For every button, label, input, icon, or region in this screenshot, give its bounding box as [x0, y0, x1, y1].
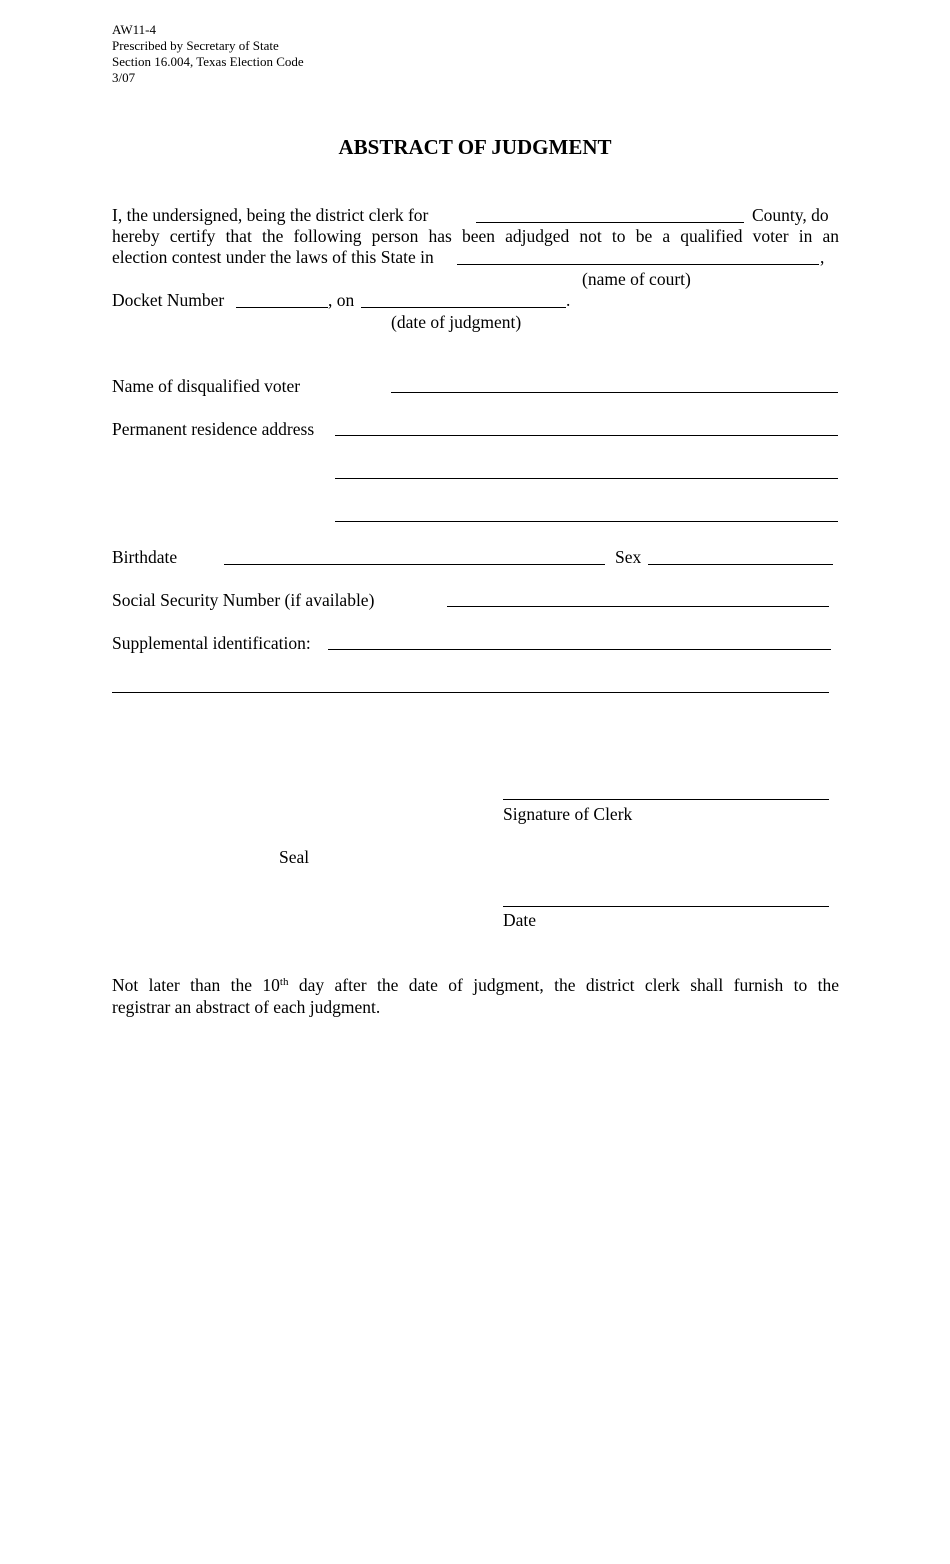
court-caption: (name of court) [582, 269, 691, 289]
ordinal-suffix: th [279, 976, 289, 988]
birthdate-label: Birthdate [112, 547, 178, 567]
address-line2-field[interactable] [335, 478, 838, 479]
cert-line2: hereby certify that the following person has been adjudged not to be a qualified voter in an [112, 226, 839, 246]
footer-line1-end: day after the date of judgment, the district clerk shall furnish to the [298, 975, 839, 995]
supplemental-id-line2-field[interactable] [112, 692, 829, 693]
docket-label: Docket Number [112, 290, 225, 310]
clerk-signature-field[interactable] [503, 799, 829, 800]
form-id: AW11-4 [112, 22, 156, 37]
seal-label: Seal [279, 847, 310, 867]
form-revision-date: 3/07 [112, 70, 136, 85]
birthdate-field[interactable] [224, 564, 605, 565]
page-title: ABSTRACT OF JUDGMENT [338, 135, 612, 159]
county-name-field[interactable] [476, 222, 744, 223]
address-line1-field[interactable] [335, 435, 838, 436]
judgment-date-field[interactable] [361, 307, 566, 308]
signature-date-field[interactable] [503, 906, 829, 907]
address-label: Permanent residence address [112, 419, 315, 439]
clerk-signature-label: Signature of Clerk [503, 804, 633, 824]
footer-line1-start: Not later than the 10 [112, 975, 280, 995]
date-caption: (date of judgment) [391, 312, 522, 332]
footer-note-line1 [112, 975, 839, 996]
cert-line3-end: , [820, 247, 825, 267]
sex-label: Sex [615, 547, 642, 567]
statute-section: Section 16.004, Texas Election Code [112, 54, 304, 69]
docket-period: . [566, 290, 571, 310]
cert-line3-start: election contest under the laws of this State in [112, 247, 434, 267]
cert-line1-start: I, the undersigned, being the district clerk for [112, 205, 429, 225]
prescribed-by: Prescribed by Secretary of State [112, 38, 279, 53]
ssn-field[interactable] [447, 606, 829, 607]
sex-field[interactable] [648, 564, 833, 565]
cert-line1-end: County, do [752, 205, 829, 225]
signature-date-label: Date [503, 910, 537, 930]
docket-number-field[interactable] [236, 307, 328, 308]
ssn-label: Social Security Number (if available) [112, 590, 375, 610]
address-line3-field[interactable] [335, 521, 838, 522]
voter-name-field[interactable] [391, 392, 838, 393]
voter-name-label: Name of disqualified voter [112, 376, 301, 396]
footer-note-line2: registrar an abstract of each judgment. [112, 997, 381, 1017]
court-name-field[interactable] [457, 264, 819, 265]
docket-on-text: , on [328, 290, 355, 310]
supplemental-id-field[interactable] [328, 649, 831, 650]
supplemental-id-label: Supplemental identification: [112, 633, 311, 653]
